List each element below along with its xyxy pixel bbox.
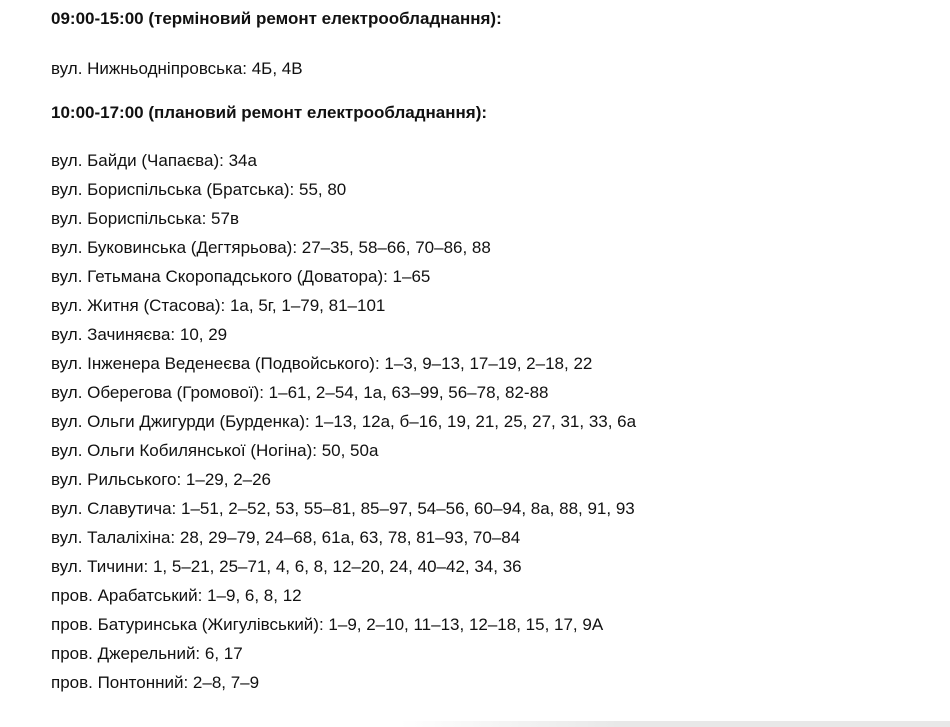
bottom-scroll-shadow	[400, 721, 950, 727]
address-item: вул. Житня (Стасова): 1а, 5г, 1–79, 81–101	[51, 296, 386, 315]
address-item: пров. Арабатський: 1–9, 6, 8, 12	[51, 586, 302, 605]
address-item: вул. Гетьмана Скоропадського (Доватора): 1–65	[51, 267, 431, 286]
address-item: вул. Нижньодніпровська: 4Б, 4В	[51, 59, 303, 78]
address-item: вул. Байди (Чапаєва): 34а	[51, 151, 257, 170]
address-item: вул. Буковинська (Дегтярьова): 27–35, 58–66, 70–86, 88	[51, 238, 491, 257]
document-body	[51, 7, 940, 697]
address-list	[51, 54, 940, 83]
address-item: вул. Рильського: 1–29, 2–26	[51, 470, 272, 489]
address-item: вул. Оберегова (Громової): 1–61, 2–54, 1а, 63–99, 56–78, 82-88	[51, 383, 549, 402]
address-item: пров. Джерельний: 6, 17	[51, 644, 243, 663]
address-item: вул. Тичини: 1, 5–21, 25–71, 4, 6, 8, 12–20, 24, 40–42, 34, 36	[51, 557, 522, 576]
address-item: вул. Зачиняєва: 10, 29	[51, 325, 228, 344]
section-heading: 10:00-17:00 (плановий ремонт електрообладнання):	[51, 103, 488, 122]
address-item: вул. Інженера Веденеєва (Подвойського): 1–3, 9–13, 17–19, 2–18, 22	[51, 354, 593, 373]
address-item: пров. Понтонний: 2–8, 7–9	[51, 673, 260, 692]
address-item: вул. Славутича: 1–51, 2–52, 53, 55–81, 85–97, 54–56, 60–94, 8а, 88, 91, 93	[51, 499, 635, 518]
address-item: вул. Талаліхіна: 28, 29–79, 24–68, 61а, 63, 78, 81–93, 70–84	[51, 528, 521, 547]
address-item: вул. Ольги Кобилянської (Ногіна): 50, 50а	[51, 441, 379, 460]
section-heading: 09:00-15:00 (терміновий ремонт електрообладнання):	[51, 9, 502, 28]
address-item: вул. Бориспільська: 57в	[51, 209, 239, 228]
address-item: пров. Батуринська (Жигулівський): 1–9, 2–10, 11–13, 12–18, 15, 17, 9А	[51, 615, 604, 634]
address-list	[51, 146, 940, 697]
address-item: вул. Бориспільська (Братська): 55, 80	[51, 180, 347, 199]
address-item: вул. Ольги Джигурди (Бурденка): 1–13, 12а, б–16, 19, 21, 25, 27, 31, 33, 6а	[51, 412, 637, 431]
